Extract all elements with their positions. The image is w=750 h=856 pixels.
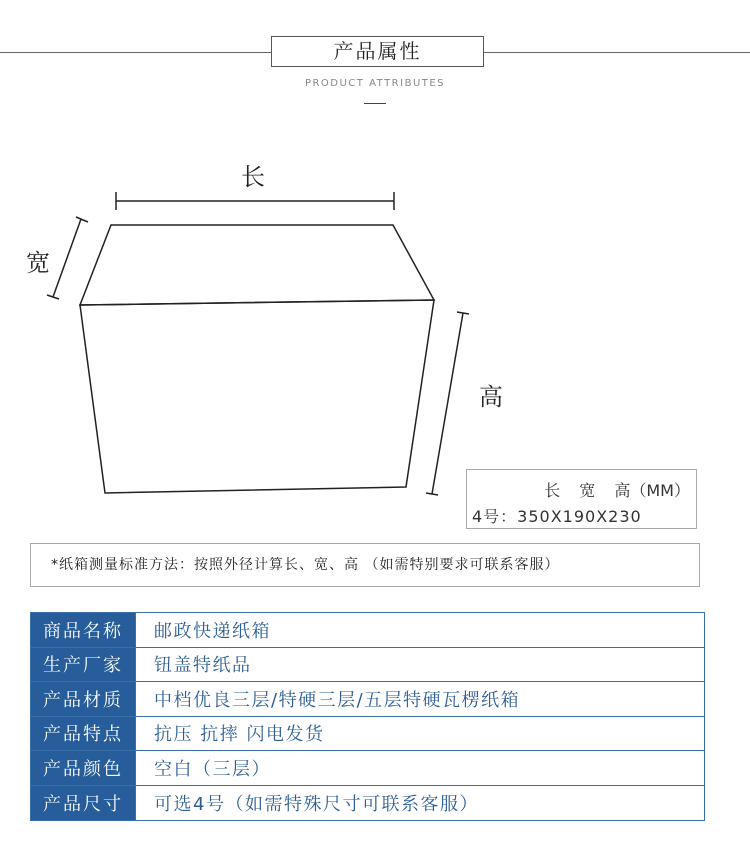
spec-value: 钮盖特纸品	[154, 655, 252, 677]
width-label: 宽	[26, 249, 50, 277]
table-row	[31, 613, 704, 648]
width-dimension-line	[53, 219, 81, 297]
table-row	[31, 717, 704, 752]
table-row	[31, 786, 704, 821]
measurement-note: *纸箱测量标准方法：按照外径计算长、宽、高 （如需特别要求可联系客服）	[30, 543, 700, 587]
spec-label: 生产厂家	[31, 648, 136, 682]
box-top-face	[80, 225, 434, 305]
spec-label: 产品尺寸	[31, 786, 136, 821]
length-label: 长	[241, 163, 265, 191]
spec-value: 空白（三层）	[154, 758, 271, 780]
spec-label: 商品名称	[31, 613, 136, 647]
spec-value: 可选4号（如需特殊尺寸可联系客服）	[154, 793, 479, 815]
size-info-header: 长 宽 高（MM）	[544, 481, 690, 500]
spec-value: 中档优良三层/特硬三层/五层特硬瓦楞纸箱	[154, 689, 521, 711]
height-label: 高	[479, 383, 503, 411]
spec-label: 产品材质	[31, 682, 136, 716]
size-info-box	[466, 469, 697, 529]
spec-value: 抗压 抗摔 闪电发货	[154, 724, 325, 746]
box-front-face	[80, 300, 434, 493]
spec-value: 邮政快递纸箱	[154, 620, 271, 642]
page-subtitle: PRODUCT ATTRIBUTES	[304, 78, 446, 89]
height-dimension-line	[432, 313, 463, 494]
table-row	[31, 648, 704, 683]
table-row	[31, 682, 704, 717]
spec-label: 产品颜色	[31, 751, 136, 785]
spec-label: 产品特点	[31, 717, 136, 751]
page-title: 产品属性	[271, 36, 484, 67]
table-row	[31, 751, 704, 786]
spec-table	[30, 612, 705, 821]
size-info-value: 4号：350X190X230	[472, 507, 642, 526]
